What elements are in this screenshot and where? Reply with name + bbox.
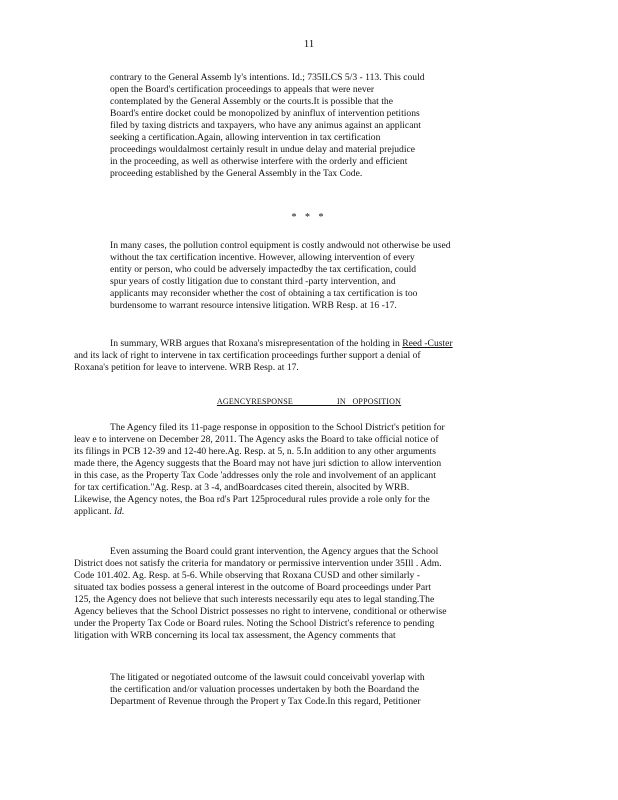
quote-line: contemplated by the General Assembly or the courts.It is possible that the	[110, 96, 393, 107]
quote-line: In many cases, the pollution control equipment is costly andwould not otherwise be used	[110, 240, 451, 251]
quote-line: proceeding established by the General Assembly in the Tax Code.	[110, 168, 363, 179]
section-heading-text: AGENCYRESPONSE IN OPPOSITION	[216, 397, 402, 406]
paragraph-line: for tax certification."Ag. Resp. at 3 -4, andBoardcases cited therein, alsocited by WRB.	[74, 482, 410, 493]
block-quote-2	[110, 240, 530, 312]
quote-line: seeking a certification.Again, allowing intervention in tax certification	[110, 132, 381, 143]
citation-id: Id.	[113, 506, 125, 517]
quote-line: Department of Revenue through the Propert y Tax Code.In this regard, Petitioner	[110, 696, 421, 707]
paragraph-line: Code 101.402. Ag. Resp. at 5-6. While observing that Roxana CUSD and other similarly -	[74, 570, 420, 581]
paragraph-line	[74, 506, 546, 518]
quote-line: The litigated or negotiated outcome of the lawsuit could conceivabl yoverlap with	[110, 672, 425, 683]
quote-line: contrary to the General Assemb ly's intentions. Id.; 735ILCS 5/3 - 113. This could	[110, 72, 425, 83]
summary-paragraph	[74, 338, 546, 374]
page-number: 11	[303, 38, 315, 50]
paragraph-line: leav e to intervene on December 28, 2011. The Agency asks the Board to take official notice of	[74, 434, 439, 445]
block-quote-1	[110, 72, 530, 180]
paragraph-line: The Agency filed its 11-page response in opposition to the School District's petition for	[110, 422, 445, 433]
paragraph-line: 125, the Agency does not believe that such interests necessarily equ ates to legal standing.The	[74, 594, 435, 605]
even-assuming-paragraph	[74, 546, 546, 642]
quote-line: applicants may reconsider whether the cost of obtaining a tax certification is too	[110, 288, 418, 299]
paragraph-line: under the Property Tax Code or Board rules. Noting the School District's reference to pending	[74, 618, 435, 629]
quote-line: in the proceeding, as well as otherwise interfere with the orderly and efficient	[110, 156, 408, 167]
section-heading	[0, 396, 618, 408]
summary-text: In summary, WRB argues that Roxana's misrepresentation of the holding in	[110, 338, 403, 349]
paragraph-line: in this case, as the Property Tax Code 'addresses only the role and involvement of an applicant	[74, 470, 436, 481]
paragraph-line: made there, the Agency suggests that the Board may not have juri sdiction to allow intervention	[74, 458, 442, 469]
paragraph-line: Agency believes that the School District possesses no right to intervene, conditional or otherwise	[74, 606, 447, 617]
paragraph-line: litigation with WRB concerning its local tax assessment, the Agency comments that	[74, 630, 396, 641]
paragraph-line: and its lack of right to intervene in tax certification proceedings further support a denial of	[74, 350, 421, 361]
quote-line: entity or person, who could be adversely impactedby the tax certification, could	[110, 264, 417, 275]
block-quote-3	[110, 672, 530, 708]
paragraph-line: situated tax bodies possess a general interest in the outcome of Board proceedings under Part	[74, 582, 432, 593]
quote-line: filed by taxing districts and taxpayers, who have any animus against an applicant	[110, 120, 421, 131]
quote-line: open the Board's certification proceedings to appeals that were never	[110, 84, 375, 95]
quote-line: proceedings wouldalmost certainly result in undue delay and material prejudice	[110, 144, 416, 155]
paragraph-line: Even assuming the Board could grant intervention, the Agency argues that the School	[110, 546, 439, 557]
paragraph-line: District does not satisfy the criteria for mandatory or permissive intervention under 35Ill . Adm.	[74, 558, 442, 569]
paragraph-line: its filings in PCB 12-39 and 12-40 here.Ag. Resp. at 5, n. 5.In addition to any other arguments	[74, 446, 436, 457]
paragraph-line: Roxana's petition for leave to intervene. WRB Resp. at 17.	[74, 362, 299, 373]
quote-line: the certification and/or valuation processes undertaken by both the Boardand the	[110, 684, 420, 695]
paragraph-line: Likewise, the Agency notes, the Boa rd's Part 125procedural rules provide a role only for the	[74, 494, 430, 505]
section-separator: * * *	[291, 212, 327, 223]
quote-line: spur years of costly litigation due to constant third -party intervention, and	[110, 276, 396, 287]
quote-line: Board's entire docket could be monopolized by aninflux of intervention petitions	[110, 108, 420, 119]
case-reference: Reed -Custer	[402, 338, 453, 349]
agency-paragraph	[74, 422, 546, 518]
quote-line: without the tax certification incentive. However, allowing intervention of every	[110, 252, 415, 263]
quote-line: burdensome to warrant resource intensive litigation. WRB Resp. at 16 -17.	[110, 300, 397, 311]
paragraph-line	[74, 338, 546, 350]
paragraph-text: applicant.	[74, 506, 114, 517]
